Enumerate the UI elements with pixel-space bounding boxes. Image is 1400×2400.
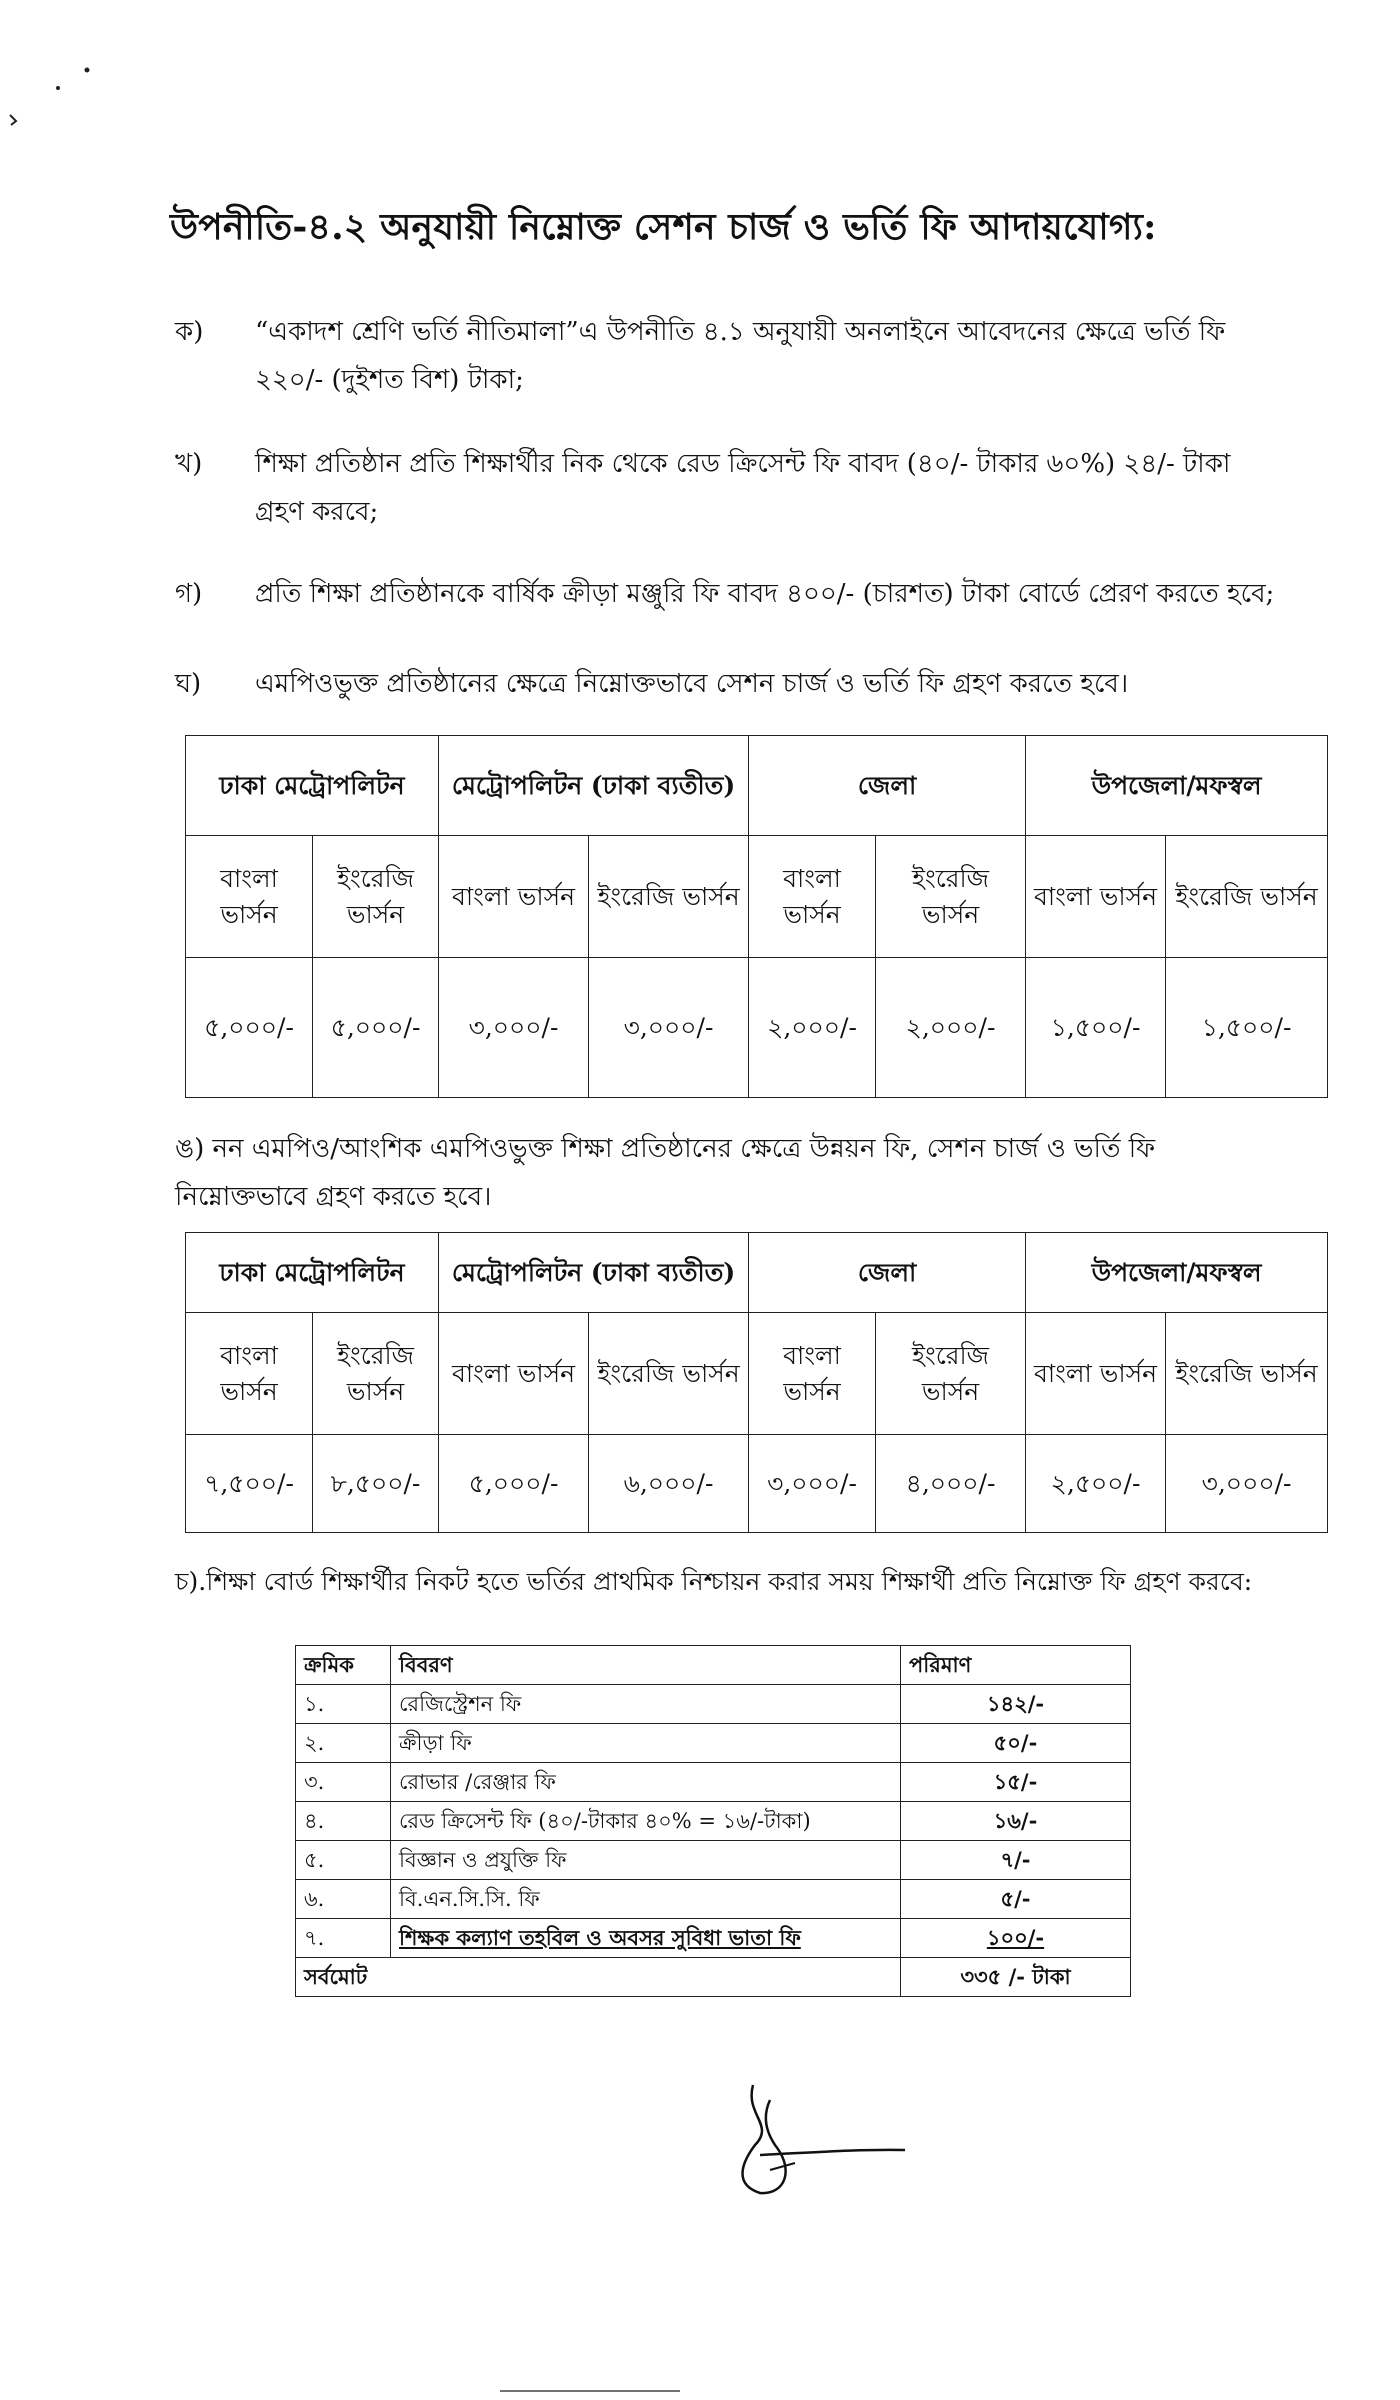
amount-cell: ১০০/-: [901, 1919, 1131, 1958]
version-cell: ইংরেজি ভার্সন: [313, 1313, 439, 1435]
item-text: “একাদশ শ্রেণি ভর্তি নীতিমালা”এ উপনীতি ৪.১ অনুযায়ী অনলাইনে আবেদনের ক্ষেত্রে ভর্তি ফি ২২০/- (দুইশত বিশ) টাকা;: [255, 317, 1226, 395]
serial-cell: ৩.: [296, 1763, 391, 1802]
region-header: জেলা: [749, 1233, 1026, 1313]
item-marker: ঘ): [175, 669, 202, 699]
table-row: [296, 1724, 1131, 1763]
fee-cell: ৩,০০০/-: [1166, 1435, 1328, 1533]
serial-cell: ৫.: [296, 1841, 391, 1880]
scan-specks: [0, 55, 120, 135]
fee-cell: ৫,০০০/-: [186, 958, 313, 1098]
amount-cell: ১৪২/-: [901, 1685, 1131, 1724]
region-header: ঢাকা মেট্রোপলিটন: [186, 736, 439, 836]
fee-table-non-mpo: [185, 1232, 1328, 1533]
board-fee-table: [295, 1645, 1131, 1997]
amount-cell: ৫০/-: [901, 1724, 1131, 1763]
scan-artifact: [490, 2385, 690, 2397]
region-header: জেলা: [749, 736, 1026, 836]
serial-cell: ৪.: [296, 1802, 391, 1841]
fee-cell: ৪,০০০/-: [876, 1435, 1026, 1533]
version-cell: ইংরেজি ভার্সন: [1166, 836, 1328, 958]
version-cell: ইংরেজি ভার্সন: [1166, 1313, 1328, 1435]
fee-cell: ৩,০০০/-: [439, 958, 589, 1098]
version-cell: বাংলা ভার্সন: [186, 836, 313, 958]
item-marker: খ): [175, 449, 203, 479]
description-cell: বি.এন.সি.সি. ফি: [391, 1880, 901, 1919]
serial-cell: ৭.: [296, 1919, 391, 1958]
fee-cell: ৫,০০০/-: [439, 1435, 589, 1533]
amount-cell: ১৫/-: [901, 1763, 1131, 1802]
description-cell: রেড ক্রিসেন্ট ফি (৪০/-টাকার ৪০% = ১৬/-টাকা): [391, 1802, 901, 1841]
item-marker: ক): [175, 317, 204, 347]
fee-cell: ১,৫০০/-: [1166, 958, 1328, 1098]
table-row: [296, 1841, 1131, 1880]
version-cell: বাংলা ভার্সন: [1026, 1313, 1166, 1435]
version-cell: বাংলা ভার্সন: [439, 1313, 589, 1435]
item-text: শিক্ষা প্রতিষ্ঠান প্রতি শিক্ষার্থীর নিক থেকে রেড ক্রিসেন্ট ফি বাবদ (৪০/- টাকার ৬০%) ২৪/- টাকা গ্রহণ করবে;: [255, 449, 1231, 527]
item-text: এমপিওভুক্ত প্রতিষ্ঠানের ক্ষেত্রে নিম্নোক্তভাবে সেশন চার্জ ও ভর্তি ফি গ্রহণ করতে হবে।: [255, 669, 1129, 699]
region-header: উপজেলা/মফস্বল: [1026, 1233, 1328, 1313]
description-cell: বিজ্ঞান ও প্রযুক্তি ফি: [391, 1841, 901, 1880]
region-header: উপজেলা/মফস্বল: [1026, 736, 1328, 836]
description-cell: রেজিস্ট্রেশন ফি: [391, 1685, 901, 1724]
item-text: প্রতি শিক্ষা প্রতিষ্ঠানকে বার্ষিক ক্রীড়া মঞ্জুরি ফি বাবদ ৪০০/- (চারশত) টাকা বোর্ডে প্রেরণ করতে হবে;: [255, 579, 1275, 609]
version-cell: বাংলা ভার্সন: [186, 1313, 313, 1435]
description-cell: রোভার /রেঞ্জার ফি: [391, 1763, 901, 1802]
fee-cell: ৮,৫০০/-: [313, 1435, 439, 1533]
table-row: [296, 1802, 1131, 1841]
version-cell: বাংলা ভার্সন: [1026, 836, 1166, 958]
version-cell: ইংরেজি ভার্সন: [589, 836, 749, 958]
total-label: সর্বমোট: [296, 1958, 901, 1997]
serial-cell: ৬.: [296, 1880, 391, 1919]
version-cell: ইংরেজি ভার্সন: [313, 836, 439, 958]
table-row: [296, 1763, 1131, 1802]
col-header-serial: ক্রমিক: [296, 1646, 391, 1685]
region-header: মেট্রোপলিটন (ঢাকা ব্যতীত): [439, 1233, 749, 1313]
region-header: মেট্রোপলিটন (ঢাকা ব্যতীত): [439, 736, 749, 836]
fee-cell: ৭,৫০০/-: [186, 1435, 313, 1533]
fee-cell: ১,৫০০/-: [1026, 958, 1166, 1098]
fee-cell: ৩,০০০/-: [589, 958, 749, 1098]
version-cell: ইংরেজি ভার্সন: [876, 1313, 1026, 1435]
table-row: [296, 1685, 1131, 1724]
amount-cell: ১৬/-: [901, 1802, 1131, 1841]
serial-cell: ২.: [296, 1724, 391, 1763]
fee-cell: ৫,০০০/-: [313, 958, 439, 1098]
fee-cell: ৬,০০০/-: [589, 1435, 749, 1533]
fee-cell: ২,৫০০/-: [1026, 1435, 1166, 1533]
page-heading: উপনীতি-৪.২ অনুযায়ী নিম্নোক্ত সেশন চার্জ ও ভর্তি ফি আদায়যোগ্য:: [170, 206, 1157, 248]
amount-cell: ৫/-: [901, 1880, 1131, 1919]
version-cell: ইংরেজি ভার্সন: [589, 1313, 749, 1435]
col-header-description: বিবরণ: [391, 1646, 901, 1685]
fee-cell: ২,০০০/-: [876, 958, 1026, 1098]
fee-cell: ৩,০০০/-: [749, 1435, 876, 1533]
version-cell: বাংলা ভার্সন: [439, 836, 589, 958]
description-cell: ক্রীড়া ফি: [391, 1724, 901, 1763]
version-cell: বাংলা ভার্সন: [749, 836, 876, 958]
item-cha: চ).শিক্ষা বোর্ড শিক্ষার্থীর নিকট হতে ভর্তির প্রাথমিক নিশ্চায়ন করার সময় শিক্ষার্থী প্রতি নিম্নোক্ত ফি গ্রহণ করবে:: [175, 1567, 1253, 1596]
item-marker: গ): [175, 579, 203, 609]
col-header-amount: পরিমাণ: [901, 1646, 1131, 1685]
table-row: [296, 1880, 1131, 1919]
serial-cell: ১.: [296, 1685, 391, 1724]
region-header: ঢাকা মেট্রোপলিটন: [186, 1233, 439, 1313]
total-value: ৩৩৫ /- টাকা: [901, 1958, 1131, 1997]
version-cell: ইংরেজি ভার্সন: [876, 836, 1026, 958]
fee-cell: ২,০০০/-: [749, 958, 876, 1098]
total-row: [296, 1958, 1131, 1997]
amount-cell: ৭/-: [901, 1841, 1131, 1880]
item-nga: ঙ) নন এমপিও/আংশিক এমপিওভুক্ত শিক্ষা প্রতিষ্ঠানের ক্ষেত্রে উন্নয়ন ফি, সেশন চার্জ ও ভর্তি ফি নিম্নোক্তভাবে গ্রহণ করতে হবে।: [175, 1134, 1156, 1212]
fee-table-mpo: [185, 735, 1328, 1098]
version-cell: বাংলা ভার্সন: [749, 1313, 876, 1435]
table-row: [296, 1919, 1131, 1958]
signature: [715, 2075, 915, 2205]
description-cell: শিক্ষক কল্যাণ তহবিল ও অবসর সুবিধা ভাতা ফি: [391, 1919, 901, 1958]
